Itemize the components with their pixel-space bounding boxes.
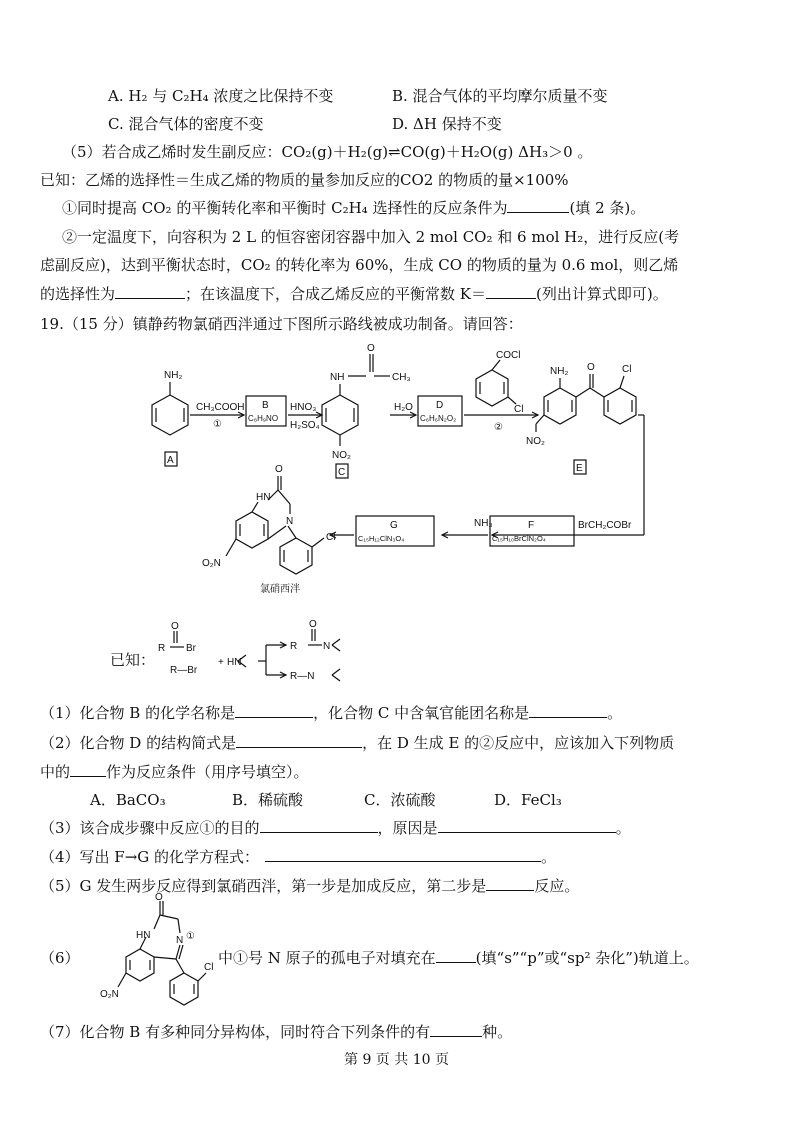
q6-o2n: O₂N	[100, 989, 119, 1000]
q2-line2	[40, 762, 309, 782]
box-b-formula: C₈H₉NO	[248, 414, 279, 423]
answer-blank[interactable]	[438, 818, 616, 833]
q5-19-text: （5）G 发生两步反应得到氯硝西泮，第一步是加成反应，第二步是	[40, 877, 487, 895]
product-hn: HN	[256, 492, 271, 503]
box-f-formula: C₁₅H₁₀BrClN₂O₄	[492, 534, 546, 543]
product-o2n: O₂N	[202, 558, 221, 569]
q2-option-a: A．BaCO₃	[90, 791, 166, 809]
product-name: 氯硝西泮	[260, 584, 300, 595]
q3-line	[40, 818, 631, 838]
q7-line	[40, 1022, 512, 1042]
q2-option-c: C．浓硫酸	[364, 791, 436, 809]
mol-c-nh: NH	[330, 372, 345, 383]
step-1-marker: ①	[213, 419, 222, 430]
q5-sub1-tail: (填 2 条)。	[569, 199, 646, 217]
q7-text: （7）化合物 B 有多种同分异构体，同时符合下列条件的有	[40, 1023, 431, 1041]
q5-sub1	[62, 198, 645, 218]
mol-e-no2: NO₂	[526, 436, 545, 447]
label-a: A	[167, 455, 174, 466]
known-r: R	[158, 643, 166, 654]
q2-option-d: D．FeCl₃	[494, 791, 562, 809]
label-c: C	[338, 467, 346, 478]
answer-blank[interactable]	[260, 818, 378, 833]
reagent-nh3: NH₃	[474, 518, 493, 529]
known-product-n: N	[323, 641, 331, 652]
q5-sub2-text1: 的选择性为	[40, 285, 116, 303]
mol-a-nh2: NH₂	[164, 370, 183, 381]
q2-text4: 作为反应条件（用序号填空）。	[106, 763, 309, 781]
q6-cl: Cl	[204, 962, 214, 973]
answer-blank[interactable]	[235, 703, 313, 718]
answer-blank[interactable]	[486, 284, 536, 299]
box-g-formula: C₁₅H₁₂ClN₃O₄	[358, 534, 405, 543]
known-product-o: O	[309, 619, 317, 630]
option-d: D. ΔH 保持不变	[392, 115, 502, 133]
mol-c-ch3: CH₃	[392, 372, 411, 383]
answer-blank[interactable]	[486, 876, 534, 891]
mol-e-cl: Cl	[622, 364, 632, 375]
q5-sub2-line2: 虑副反应)，达到平衡状态时，CO₂ 的转化率为 60%，生成 CO 的物质的量为 0.6 mol，则乙烯	[40, 256, 679, 274]
answer-blank[interactable]	[430, 1022, 482, 1037]
option-c: C. 混合气体的密度不变	[108, 115, 264, 133]
q6-n1: N	[176, 935, 184, 946]
q7-end: 种。	[482, 1023, 513, 1041]
known-hn: HN	[227, 657, 242, 668]
known-plus-hn: +	[218, 657, 224, 668]
known-r-br: R—Br	[170, 665, 198, 676]
known-product-rn: R—N	[290, 671, 315, 682]
answer-blank[interactable]	[115, 284, 185, 299]
q3-text: （3）该合成步骤中反应①的目的	[40, 819, 260, 837]
option-b: B. 混合气体的平均摩尔质量不变	[392, 87, 608, 105]
box-d-formula: C₆H₆N₂O₂	[420, 414, 457, 423]
q5-sub2-line1: ②一定温度下，向容积为 2 L 的恒容密闭容器中加入 2 mol CO₂ 和 6 mol H₂，进行反应(考	[62, 228, 680, 246]
option-a: A. H₂ 与 C₂H₄ 浓度之比保持不变	[108, 87, 334, 105]
product-n: N	[286, 516, 294, 527]
answer-blank[interactable]	[70, 762, 106, 777]
q1-text2: ，化合物 C 中含氧官能团名称是	[313, 704, 530, 722]
q6-line	[218, 948, 699, 968]
known-product-r: R	[290, 641, 298, 652]
reagent-bromoacetyl-bromide: BrCH₂COBr	[578, 520, 632, 531]
label-e: E	[576, 463, 583, 474]
known-br: Br	[186, 643, 196, 654]
q2-line	[40, 733, 674, 753]
q5-19-end: 反应。	[534, 877, 580, 895]
q5-line-19	[40, 876, 579, 896]
q1-text: （1）化合物 B 的化学名称是	[40, 704, 236, 722]
known-o: O	[171, 621, 179, 632]
box-f-name: F	[528, 520, 535, 531]
reagent-hno3: HNO₃	[290, 402, 317, 413]
q4-end: 。	[541, 848, 557, 866]
answer-blank[interactable]	[236, 733, 362, 748]
reagent-cl: Cl	[514, 404, 524, 415]
answer-blank[interactable]	[507, 198, 569, 213]
reagent-water: H₂O	[394, 402, 413, 413]
q3-text2: ，原因是	[377, 819, 438, 837]
mol-e-nh2: NH₂	[550, 366, 569, 377]
known-label: 已知：	[110, 651, 156, 669]
q6-o: O	[155, 892, 163, 903]
product-cl: Cl	[326, 532, 336, 543]
step-2-marker: ②	[494, 422, 503, 433]
q5-sub2-text3: (列出计算式即可)。	[536, 285, 668, 303]
answer-blank[interactable]	[436, 948, 476, 963]
reagent-acetic-acid: CH₃COOH	[196, 402, 245, 413]
q6-text2: (填“s”“p”或“sp² 杂化”)轨道上。	[475, 949, 699, 967]
q5-sub1-text: ①同时提高 CO₂ 的平衡转化率和平衡时 C₂H₄ 选择性的反应条件为	[62, 199, 508, 217]
answer-blank[interactable]	[529, 703, 607, 718]
q1-line	[40, 703, 622, 723]
q4-line	[40, 847, 556, 867]
selectivity-definition: 已知：乙烯的选择性＝生成乙烯的物质的量参加反应的CO2 的物质的量×100%	[40, 171, 569, 189]
box-b-name: B	[262, 400, 269, 411]
q6-number: （6）	[40, 949, 80, 967]
q2-text3: 中的	[40, 763, 71, 781]
q2-text2: ，在 D 生成 E 的②反应中，应该加入下列物质	[362, 734, 675, 752]
mol-e-o: O	[587, 362, 595, 373]
q19-header: 19.（15 分）镇静药物氯硝西泮通过下图所示路线被成功制备。请回答：	[40, 315, 523, 333]
q6-hn: HN	[136, 930, 151, 941]
box-d-name: D	[436, 400, 444, 411]
q1-end: 。	[607, 704, 623, 722]
q6-structure	[100, 892, 220, 1015]
q5-line	[62, 142, 592, 162]
q5-sub2-line3	[40, 284, 668, 304]
q6-circled-1: ①	[186, 931, 195, 942]
reagent-h2so4: H₂SO₄	[290, 420, 320, 431]
reagent-cocl: COCl	[496, 350, 521, 361]
q3-end: 。	[615, 819, 631, 837]
answer-blank[interactable]	[265, 847, 541, 862]
q5-prefix: （5）若合成乙烯时发生副反应：	[62, 143, 282, 161]
q2-text: （2）化合物 D 的结构简式是	[40, 734, 237, 752]
box-g-name: G	[390, 520, 398, 531]
page-footer: 第 9 页 共 10 页	[344, 1052, 449, 1068]
q6-text: 中①号 N 原子的孤电子对填充在	[218, 949, 436, 967]
product-o: O	[275, 464, 283, 475]
mol-c-o: O	[367, 343, 375, 354]
q2-option-b: B．稀硫酸	[232, 791, 304, 809]
mol-c-no2: NO₂	[332, 450, 351, 461]
q5-side-reaction: CO₂(g)＋H₂(g)⇌CO(g)＋H₂O(g) ΔH₃＞0 。	[281, 143, 593, 161]
q4-text: （4）写出 F→G 的化学方程式：	[40, 848, 260, 866]
synthesis-scheme	[140, 340, 660, 610]
q5-sub2-text2: ；在该温度下，合成乙烯反应的平衡常数 K＝	[185, 285, 486, 303]
